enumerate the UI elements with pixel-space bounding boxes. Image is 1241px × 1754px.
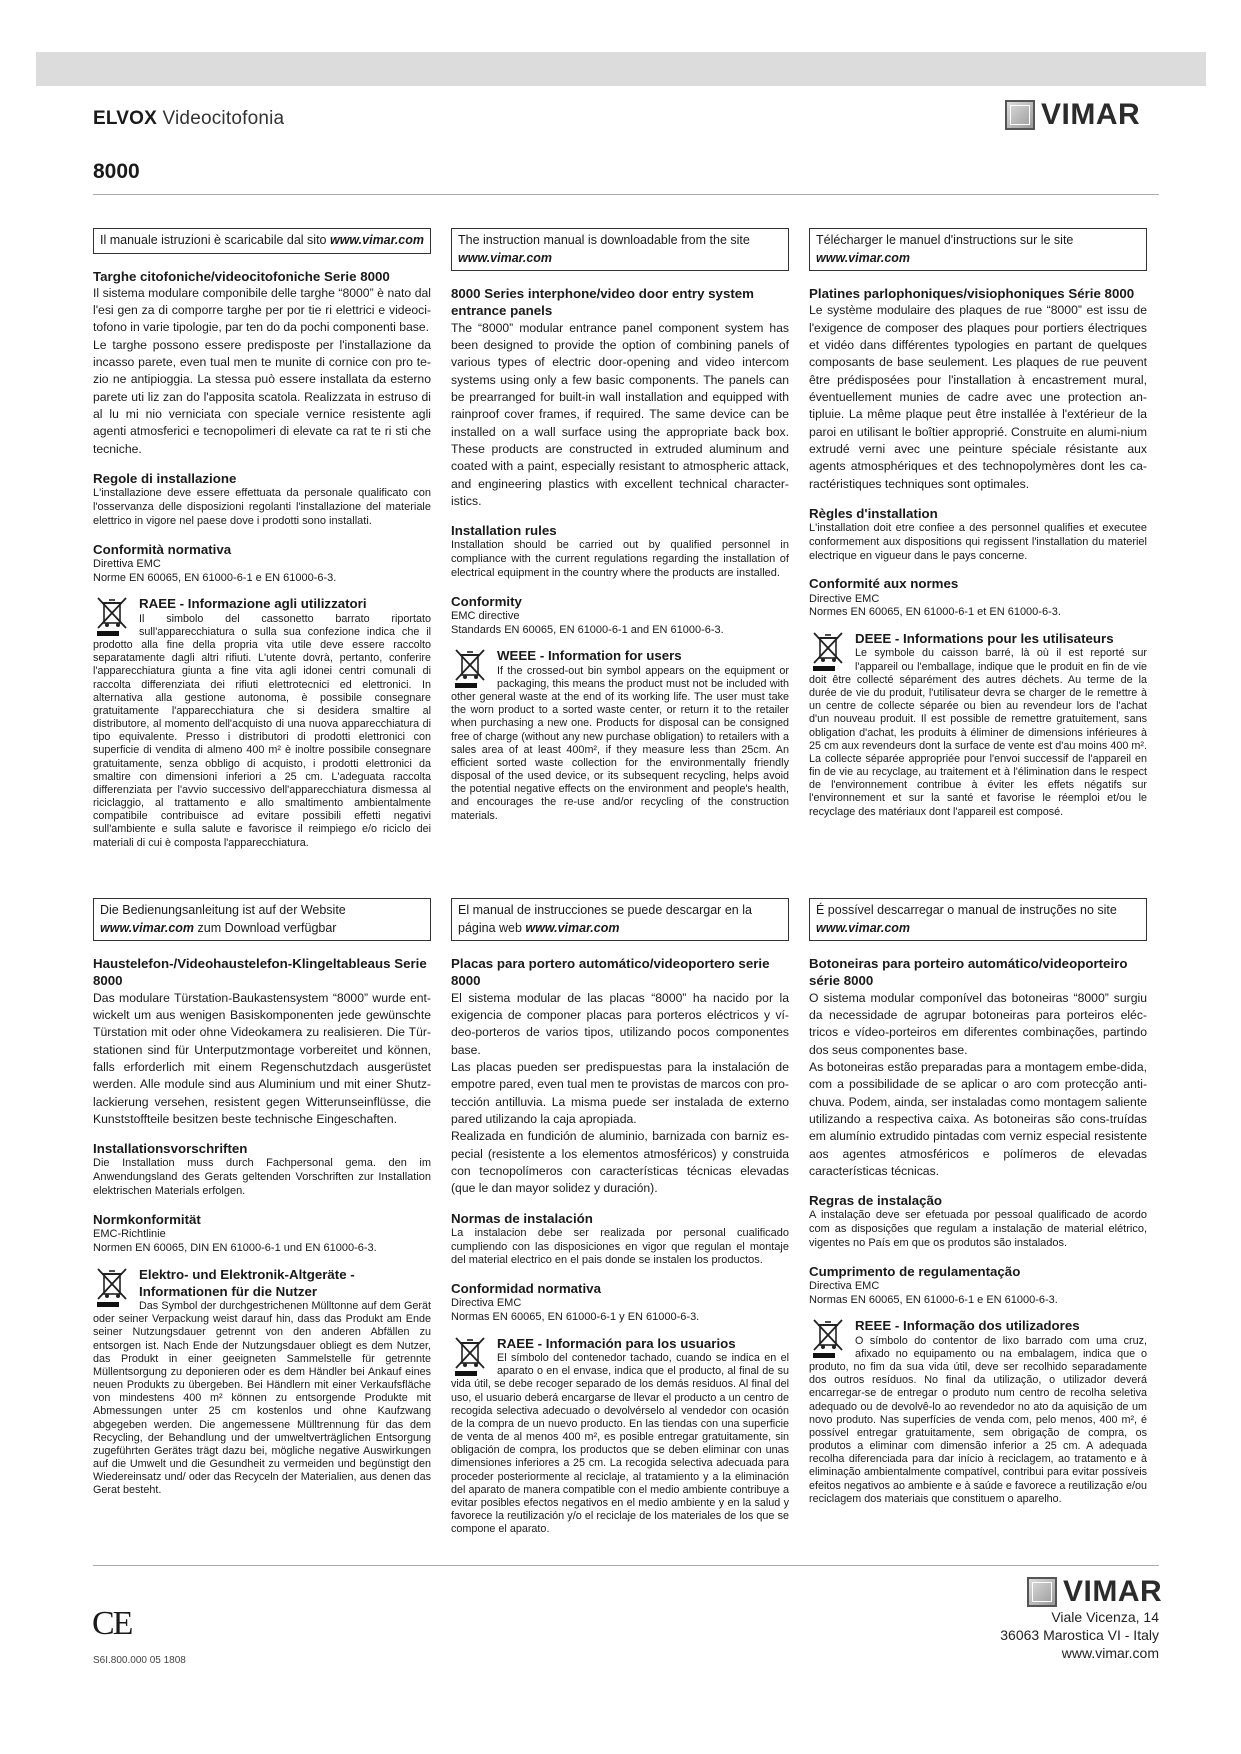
weee-block: [93, 1266, 431, 1498]
download-link[interactable]: www.vimar.com: [100, 920, 195, 935]
model-title: 8000: [93, 160, 140, 183]
crossed-bin-icon: [93, 595, 133, 637]
address-city: 36063 Marostica VI - Italy: [1000, 1627, 1159, 1644]
download-link[interactable]: www.vimar.com: [525, 920, 620, 935]
conformity-directive: Directiva EMC: [809, 1279, 880, 1292]
conformity-directive: EMC directive: [451, 609, 520, 622]
column-en: [451, 228, 789, 823]
weee-body: O símbolo do contentor de lixo barrado com uma cruz, afixado no equipamento ou na embalagem, indica que o produto, no fim da sua vida útil, deve ser recolhido separadamente dos outros resíduos. No final da utilização, o utilizador deverá encarregar-se de entregar o produto num centro de recolha seletiva adequado ou de devolvê-lo ao revendedor no ato da aquisição de um novo produto. Nas superfícies de venda com, pelo menos, 400 m², é possível entregar gratuitamente, sem obrigação de compra, os produtos a eliminar com dimensão inferior a 25 cm. A adequada recolha diferenciada para dar início à reciclagem, ao tratamento e à eliminação ambientalmente compatível, contribui para evitar possíveis efeitos negativos ao ambiente e à saúde e favorece a reutilização e/ou reciclagem dos materiais que constituem o aparelho.: [809, 1334, 1147, 1505]
section-body: El sistema modular de las placas “8000” ha nacido por la exigencia de componer placas para porteros eléctricos y ví-deo-porteros de varios tipos, utilizando pocos componentes base. Las placas pueden ser predispuestas para la instalación de empotre pared, even tual men te provistas de marcos con pro-tección antilluvia. La misma puede ser instalada de externo pared utilizando la caja apropiada. Realizada en fundición de aluminio, barnizada con barniz es-pecial (resistente a los elementos atmosféricos) y construida con tecnopolímeros con características técnicas elevadas (que le dan mayor solidez y duración).: [451, 990, 789, 1196]
weee-block: [93, 595, 431, 849]
install-body: A instalação deve ser efetuada por pessoal qualificado de acordo com as disposições que regulam a instalação de material elétrico, vigentes no País em que os produtos são instalados.: [809, 1209, 1147, 1249]
weee-title: REEE - Informação dos utilizadores: [855, 1318, 1080, 1334]
conformity-standards: Normas EN 60065, EN 61000-6-1 e EN 61000-6-3.: [809, 1293, 1058, 1306]
install-title: Installationsvorschriften: [93, 1141, 248, 1157]
conformity-title: Conformity: [451, 593, 522, 609]
conformity-standards: Normen EN 60065, DIN EN 61000-6-1 und EN 61000-6-3.: [93, 1241, 377, 1254]
conformity-title: Conformidad normativa: [451, 1281, 601, 1297]
download-note-text: The instruction manual is downloadable from the site: [458, 233, 750, 247]
header-divider: [93, 194, 1159, 195]
weee-title: RAEE - Informazione agli utilizzatori: [139, 596, 367, 612]
weee-block: [451, 1335, 789, 1537]
weee-block: [809, 630, 1147, 819]
column-pt: [809, 898, 1147, 1506]
vimar-logo-icon: [1005, 100, 1035, 130]
weee-block: [451, 647, 789, 822]
install-body: Installation should be carried out by qualified personnel in compliance with the current regulations regarding the installation of electrical equipment in the country where the products are installed.: [451, 539, 789, 579]
conformity-standards: Normes EN 60065, EN 61000-6-1 et EN 61000-6-3.: [809, 606, 1061, 619]
download-note: [451, 898, 789, 941]
footer-vimar-logo-word: VIMAR: [1063, 1575, 1163, 1608]
download-note-text: Die Bedienungsanleitung ist auf der Website: [100, 903, 346, 917]
company-address: [1000, 1608, 1159, 1663]
address-website[interactable]: www.vimar.com: [1061, 1645, 1159, 1662]
download-link[interactable]: www.vimar.com: [329, 233, 424, 247]
section-body: Das modulare Türstation-Baukastensystem “8000” wurde ent-wickelt um aus wenigen Basiskomponenten jede gewünschte Türstation mit oder ohne Videokamera zu realisieren. Die Tür-stationen sind für Unterputzmontage vorbereitet und können, falls erforderlich mit einem Regenschutzdach ausgerüstet werden. Alle module sind aus Aluminium und mit einer Shutz-lackierung versehen, resistent gegen Witterunseinflüsse, die Kunststoffteile besitzen beste technische Eingeschaften.: [93, 990, 431, 1126]
download-note-tail: zum Download verfügbar: [194, 920, 337, 935]
crossed-bin-icon: [93, 1266, 133, 1308]
download-note: [809, 898, 1147, 941]
conformity-title: Cumprimento de regulamentação: [809, 1263, 1021, 1279]
section-title: Platines parlophoniques/visiophoniques Série 8000: [809, 286, 1135, 301]
install-body: L'installation doit etre confiee a des personnel qualifies et executee conformement aux dispositions qui regissent l'installation du materiel electrique en vigueur dans le pays concerne.: [809, 522, 1147, 562]
section-title: Targhe citofoniche/videocitofoniche Serie 8000: [93, 268, 390, 284]
section-title: Haustelefon-/Videohaustelefon-Klingeltableaus Serie 8000: [93, 956, 427, 989]
brand-bold: ELVOX: [93, 108, 157, 129]
section-title: Placas para portero automático/videoportero serie 8000: [451, 956, 770, 989]
section-title: 8000 Series interphone/video door entry system entrance panels: [451, 286, 754, 319]
section-title: Botoneiras para porteiro automático/videoporteiro série 8000: [809, 956, 1128, 989]
download-note: [809, 228, 1147, 271]
install-title: Règles d'installation: [809, 505, 938, 521]
conformity-title: Conformité aux normes: [809, 576, 959, 592]
top-gray-band: [36, 52, 1206, 86]
vimar-logo: [1005, 98, 1140, 132]
conformity-title: Conformità normativa: [93, 541, 232, 557]
brand-header: [93, 108, 284, 130]
weee-title: RAEE - Información para los usuarios: [497, 1335, 736, 1351]
download-note: [451, 228, 789, 271]
download-note: [93, 228, 431, 254]
document-code: S6I.800.000 05 1808: [93, 1655, 186, 1666]
install-title: Regras de instalação: [809, 1193, 943, 1209]
brand-subtitle: Videocitofonia: [157, 108, 285, 129]
section-body: Il sistema modulare componibile delle targhe “8000” è nato dal l'esi gen za di comporre targhe per por tie ri elettrici e videoci-tofono in varie tipologie, par ten do da pochi componenti base. Le targhe possono essere predisposte per l'installazione da incasso parete, even tual men te munite di cornice con pro te-zio ne antipioggia. La stessa può essere installata da esterno parete uti liz zan do l'apposita scatola. Realizzata in estruso di al lu mi nio verniciata con speciale vernice resistente agli agenti atmosferici e tecnopolimeri di elevate ca rat te ri sti che tecniche.: [93, 285, 431, 456]
column-es: [451, 898, 789, 1537]
install-body: La instalacion debe ser realizada por personal cualificado cumpliendo con las disposiciones en vigor que regulan el montaje del material electrico en el pais donde se instalen los productos.: [451, 1226, 789, 1267]
weee-body: Le symbole du caisson barré, là où il est reporté sur l'appareil ou l'emballage, indique que le produit en fin de vie doit être collecté séparément des autres déchets. Au terme de la durée de vie du produit, l'utilisateur devra se charger de le remettre à un centre de collecte séparée ou bien au revendeur lors de l'achat d'un nouveau produit. Il est possible de remettre gratuitement, sans obligation d'achat, les produits à éliminer de dimensions inférieures à 25 cm aux revendeurs dont la surface de vente est d'au moins 400 m². La collecte séparée appropriée pour l'envoi successif de l'appareil en fin de vie au recyclage, au traitement et à l'élimination dans le respect de l'environnement contribue à éviter les effets négatifs sur l'environnement et sur la santé et favorise le réemploi et/ou le recyclage des matériaux dont l'appareil est composé.: [809, 647, 1147, 818]
conformity-standards: Standards EN 60065, EN 61000-6-1 and EN 61000-6-3.: [451, 623, 724, 636]
weee-title: Elektro- und Elektronik-Altgeräte - Informationen für die Nutzer: [139, 1266, 355, 1299]
section-body: Le système modulaire des plaques de rue “8000” est issu de l'exigence de composer des plaques pour portiers électriques et vidéo dans différentes typologies en partant de quelques composants de base seulement. Les plaques de rue peuvent être prédisposées pour l'installation à encastrement mural, éventuellement munies de cadre avec une protection an-tipluie. La même plaque peut être installée à l'extérieur de la paroi en utilisant le boîtier approprié. Construite en alumi-nium extrudé verni avec une peinture spéciale résistante aux agents atmosphériques et des technopolymères dont les ca-ractéristiques techniques sont optimales.: [809, 303, 1147, 491]
download-link[interactable]: www.vimar.com: [816, 250, 911, 265]
install-body: L'installazione deve essere effettuata da personale qualificato con l'osservanza delle disposizioni regolanti l'installazione del materiale elettrico in vigore nel paese dove i prodotti sono installati.: [93, 487, 431, 527]
install-title: Installation rules: [451, 523, 557, 539]
column-fr: [809, 228, 1147, 819]
install-title: Regole di installazione: [93, 471, 237, 487]
download-note-text: É possível descarregar o manual de instruções no site: [816, 903, 1117, 917]
footer-divider: [93, 1565, 1159, 1566]
section-body: The “8000” modular entrance panel component system has been designed to provide the option of combining panels of various types of electric door-opening and video intercom systems using only a few basic components. The panels can be prearranged for built-in wall installation and equipped with rainproof cover frames, if required. The same device can be installed on a wall surface using the appropriate back box. These products are constructed in extruded aluminum and coated with a paint, especially resistant to atmospheric attack, and engineering plastics with excellent technical character-istics.: [451, 320, 789, 508]
weee-body: Das Symbol der durchgestrichenen Mülltonne auf dem Gerät oder seiner Verpackung weist darauf hin, dass das Produkt am Ende seiner Nutzungsdauer getrennt von den anderen Abfällen zu entsorgen ist. Nach Ende der Nutzungsdauer obliegt es dem Nutzer, das Produkt in einer geeigneten Sammelstelle für getrennte Müllentsorgung zu deponieren oder es dem Händler bei Ankauf eines neuen Produkts zu übergeben. Bei Händlern mit einer Verkaufsfläche von mindestens 400 m² können zu entsorgende Produkte mit Abmessungen unter 25 cm kostenlos und ohne Kaufzwang abgegeben werden. Die angemessene Mülltrennung für das dem Recycling, der Behandlung und der umweltverträglichen Entsorgung zugeführten Gerätes trägt dazu bei, mögliche negative Auswirkungen auf die Umwelt und die Gesundheit zu vermeiden und begünstigt den Wiedereinsatz und/ oder das Recyceln der Materialien, aus denen das Gerat besteht.: [93, 1300, 431, 1497]
ce-mark: CE: [92, 1605, 132, 1642]
weee-body: El símbolo del contenedor tachado, cuando se indica en el aparato o en el envase, indica que el producto, al final de su vida útil, se debe recoger separado de los demás residuos. Al final del uso, el usuario deberá encargarse de llevar el producto a un centro de recogida selectiva adecuado o devolvérselo al vendedor con ocasión de la compra de un nuevo producto. En las tiendas con una superficie de venta de al menos 400 m², es posible entregar gratuitamente, sin obligación de compra, los productos que se deben eliminar con unas dimensiones inferiores a 25 cm. La recogida selectiva adecuada para proceder posteriormente al reciclaje, al tratamiento y a la eliminación del aparato de manera compatible con el medio ambiente contribuye a evitar posibles efectos negativos en el medio ambiente y en la salud y favorece la reutilización y/o el reciclaje de los materiales de los que se compone el aparato.: [451, 1352, 789, 1536]
crossed-bin-icon: [451, 1335, 491, 1377]
crossed-bin-icon: [809, 1317, 849, 1359]
conformity-directive: Direttiva EMC: [93, 557, 161, 570]
download-link[interactable]: www.vimar.com: [458, 250, 553, 265]
conformity-directive: Directive EMC: [809, 592, 880, 605]
install-body: Die Installation muss durch Fachpersonal gema. den im Anwendungsland des Gerats geltenden Vorschriften zur Installation elektrischen Materials erfolgen.: [93, 1157, 431, 1197]
footer-vimar-logo-icon: [1027, 1577, 1057, 1607]
column-it: [93, 228, 431, 850]
weee-body: If the crossed-out bin symbol appears on the equipment or packaging, this means the product must not be included with other general waste at the end of its working life. The user must take the worn product to a sorted waste center, or return it to the retailer when purchasing a new one. Products for disposal can be consigned free of charge (without any new purchase obligation) to retailers with a sales area of at least 400m², if they measure less than 25cm. An efficient sorted waste collection for the environmentally friendly disposal of the used device, or its subsequent recycling, helps avoid the potential negative effects on the environment and people's health, and encourages the re-use and/or recycling of the construction materials.: [451, 664, 789, 822]
section-body: O sistema modular componível das botoneiras “8000” surgiu da necessidade de agrupar botoneiras para porteiros eléc-tricos e vídeo-porteiros em diferentes combinações, partindo dos seus componentes base. As botoneiras estão preparadas para a montagem embe-dida, com a possibilidade de se aplicar o aro com protecção anti-chuva. Podem, ainda, ser instaladas como montagem saliente utilizando a respectiva caixa. As botoneiras são cons-truídas em alumínio extrudido pintadas com verniz especial resistente aos agentes atmosféricos e polímeros de elevadas características técnicas.: [809, 990, 1147, 1178]
weee-title: DEEE - Informations pour les utilisateurs: [855, 631, 1114, 647]
weee-title: WEEE - Information for users: [497, 648, 682, 664]
download-link[interactable]: www.vimar.com: [816, 920, 911, 935]
conformity-standards: Norme EN 60065, EN 61000-6-1 e EN 61000-6-3.: [93, 571, 337, 584]
vimar-logo-word: VIMAR: [1041, 98, 1141, 131]
download-note-text: Il manuale istruzioni è scaricabile dal sito: [100, 233, 330, 247]
weee-body: Il simbolo del cassonetto barrato riportato sull'apparecchiatura o sulla sua confezione indica che il prodotto alla fine della propria vita utile deve essere raccolto separatamente dagli altri rifiuti. L'utente dovrà, pertanto, conferire l'apparecchiatura giunta a fine vita agli idonei centri comunali di raccolta differenziata dei rifiuti elettrotecnici ed elettronici. In alternativa alla gestione autonoma, è possibile consegnare gratuitamente l'apparecchiatura che si desidera smaltire al distributore, al momento dell'acquisto di una nuova apparecchiatura di tipo equivalente. Presso i distributori di prodotti elettronici con superficie di vendita di almeno 400 m² è inoltre possibile consegnare gratuitamente, senza obbligo di acquisto, i prodotti elettronici da smaltire con dimensioni inferiori a 25 cm. L'adeguata raccolta differenziata per l'avvio successivo dell'apparecchiatura dismessa al riciclaggio, al trattamento e allo smaltimento ambientalmente compatibile contribuisce ad evitare possibili effetti negativi sull'ambiente e sulla salute e favorisce il reimpiego e/o riciclo dei materiali di cui è composta l'apparecchiatura.: [93, 612, 431, 849]
address-street: Viale Vicenza, 14: [1051, 1609, 1159, 1625]
crossed-bin-icon: [809, 630, 849, 672]
conformity-title: Normkonformität: [93, 1211, 201, 1227]
conformity-standards: Normas EN 60065, EN 61000-6-1 y EN 61000-6-3.: [451, 1311, 700, 1324]
conformity-directive: Directiva EMC: [451, 1297, 522, 1310]
column-de: [93, 898, 431, 1498]
install-title: Normas de instalación: [451, 1210, 593, 1226]
conformity-directive: EMC-Richtlinie: [93, 1228, 166, 1240]
crossed-bin-icon: [451, 647, 491, 689]
download-note: [93, 898, 431, 941]
footer-vimar-logo: [1027, 1575, 1162, 1609]
download-note-text: El manual de instrucciones se puede descargar en la página web: [458, 903, 752, 935]
weee-block: [809, 1317, 1147, 1506]
download-note-text: Télécharger le manuel d'instructions sur le site: [816, 233, 1074, 247]
